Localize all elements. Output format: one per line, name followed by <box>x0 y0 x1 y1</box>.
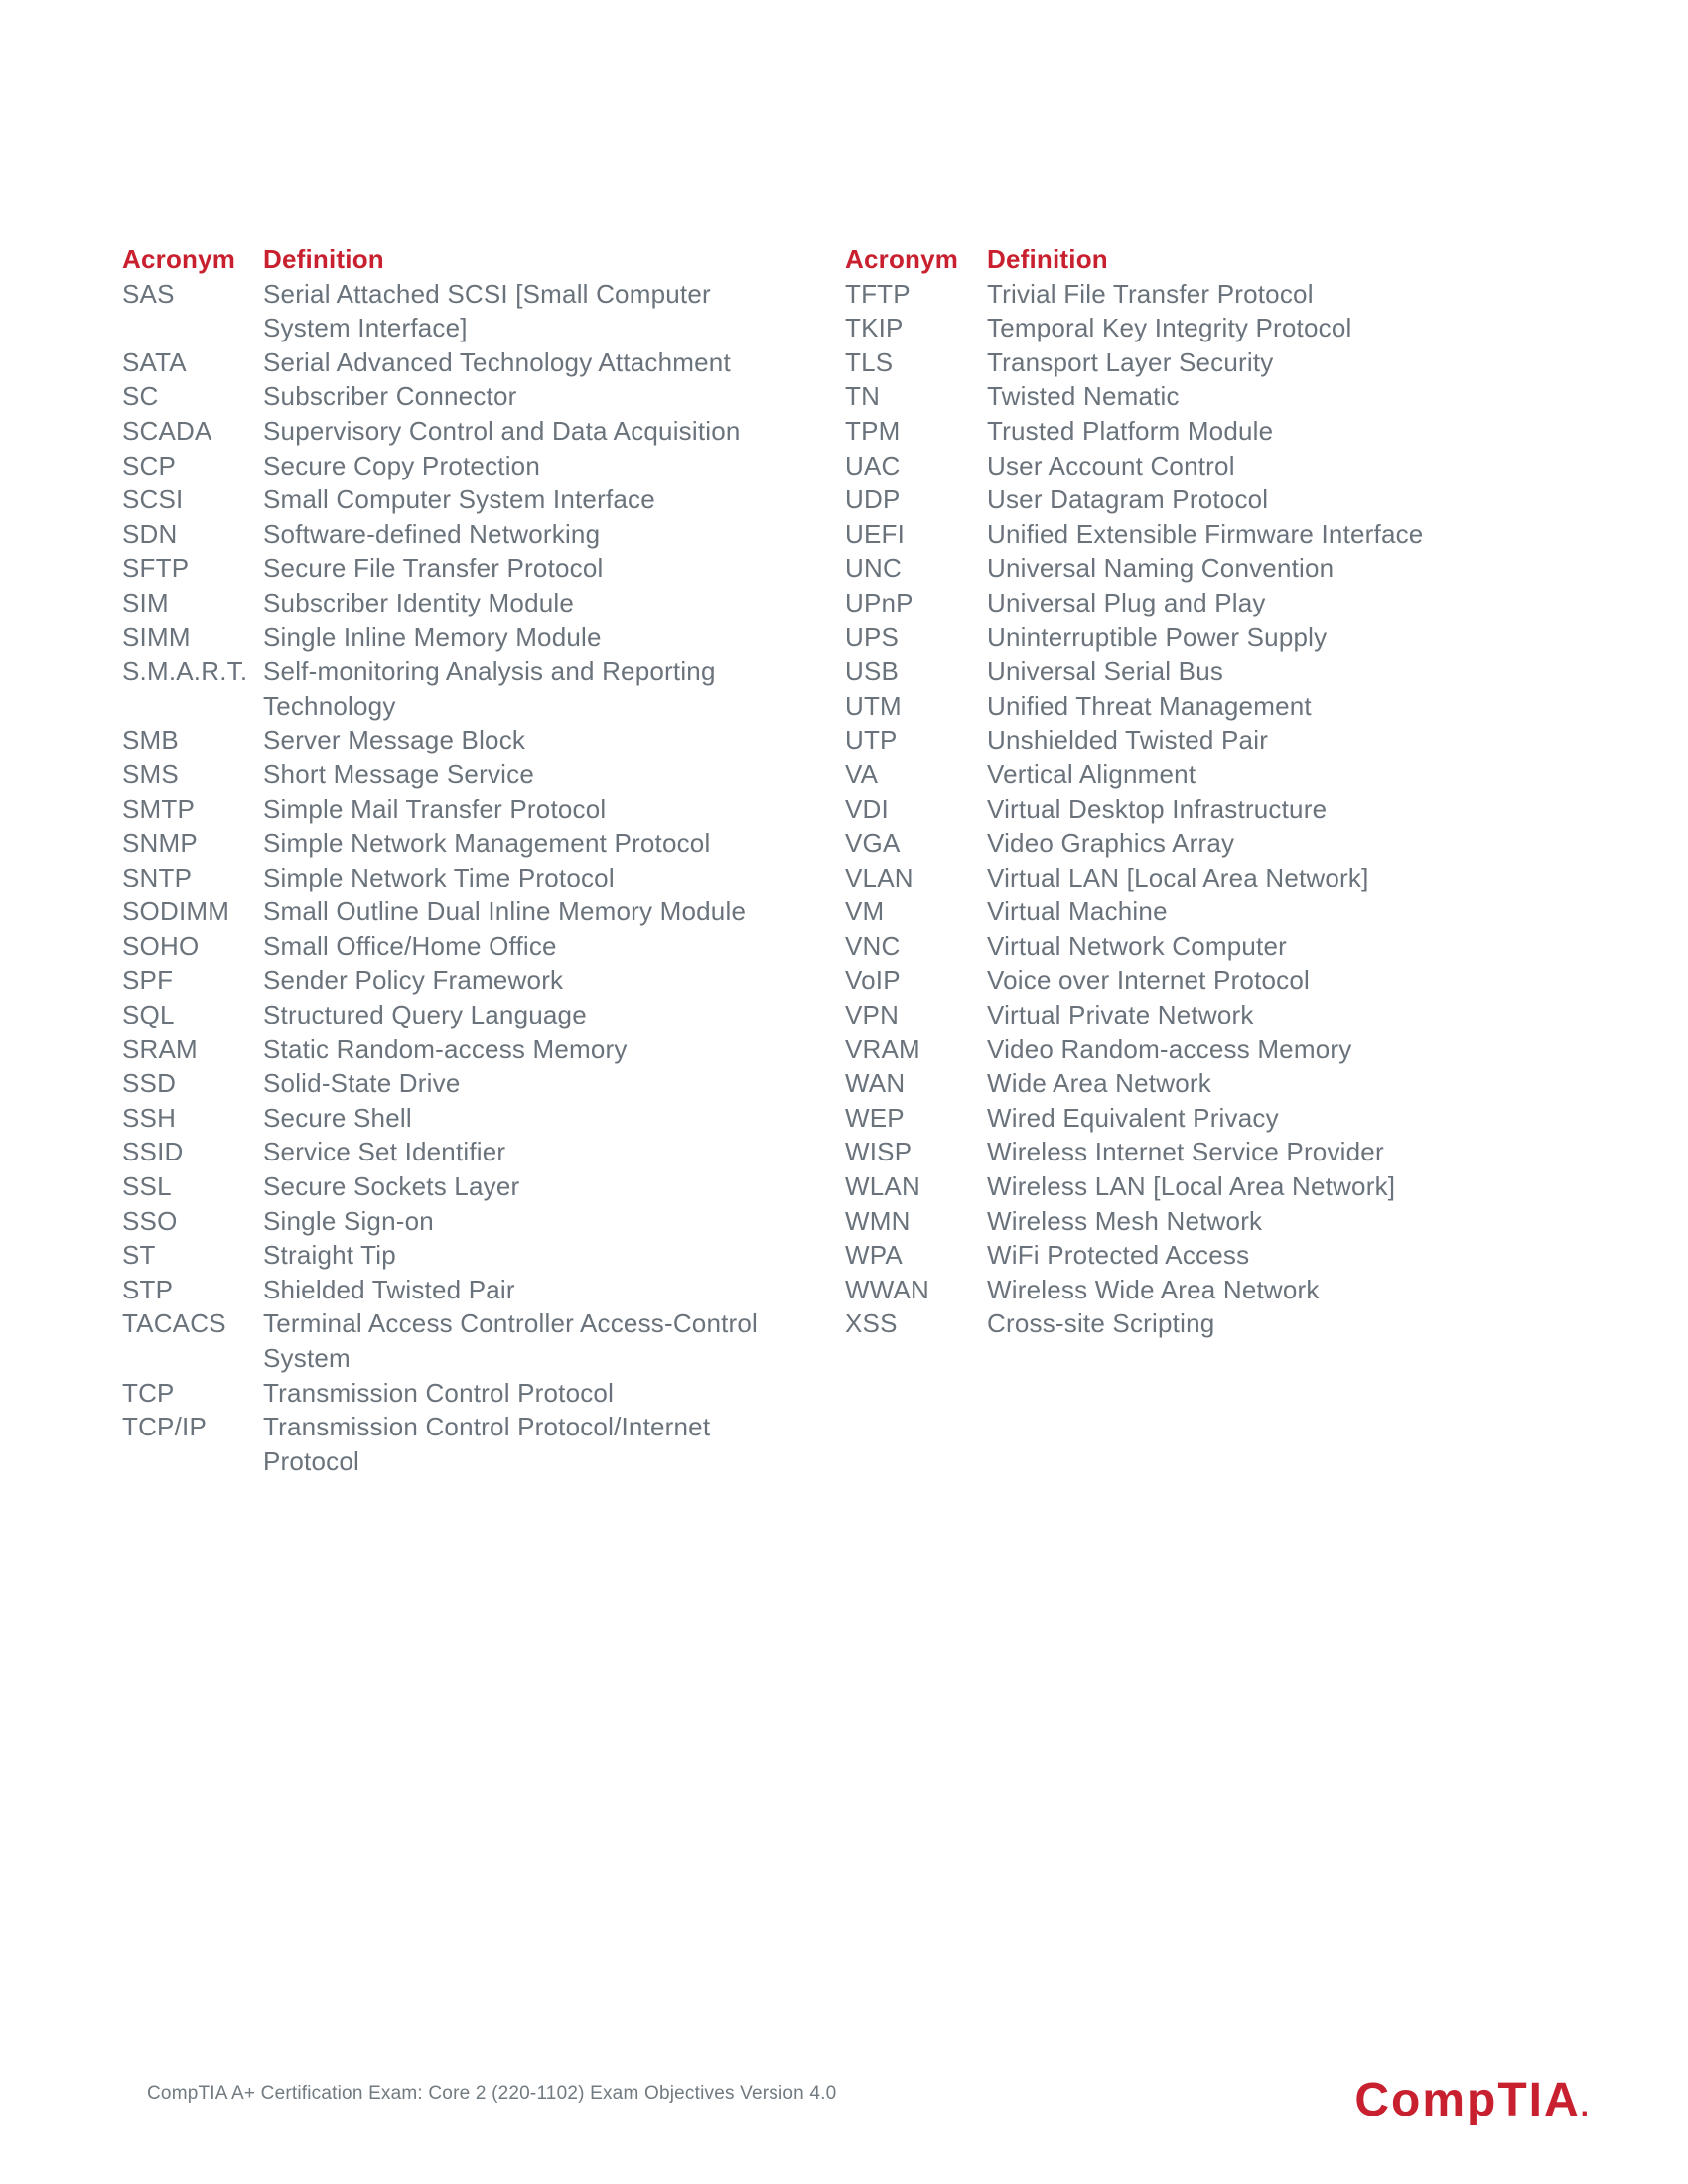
comptia-logo <box>1354 2074 1589 2130</box>
definition-cell: Virtual Desktop Infrastructure <box>987 793 1328 824</box>
acronym-cell: VNC <box>845 930 901 961</box>
acronym-row <box>845 757 1483 792</box>
acronym-cell: SODIMM <box>122 896 230 927</box>
acronym-row <box>122 1066 770 1101</box>
acronym-row <box>122 1135 770 1169</box>
acronym-cell: SOHO <box>122 930 200 961</box>
acronym-row <box>122 1376 770 1411</box>
definition-cell: Secure Copy Protection <box>263 450 540 480</box>
acronym-cell: SSL <box>122 1171 172 1202</box>
acronym-row <box>122 379 770 414</box>
acronym-row <box>122 1169 770 1204</box>
acronym-cell: WWAN <box>845 1274 930 1304</box>
definition-cell: Self-monitoring Analysis and Reporting Technology <box>263 656 716 721</box>
definition-cell: Simple Network Management Protocol <box>263 828 711 859</box>
acronym-row <box>122 277 770 345</box>
definition-cell: Cross-site Scripting <box>987 1308 1215 1339</box>
acronym-cell: UAC <box>845 450 901 480</box>
definition-cell: Wireless LAN [Local Area Network] <box>987 1171 1396 1202</box>
acronym-row <box>845 998 1483 1032</box>
definition-cell: Unified Extensible Firmware Interface <box>987 518 1424 549</box>
acronym-row <box>122 1306 770 1375</box>
acronym-row <box>845 517 1483 552</box>
definition-cell: Single Inline Memory Module <box>263 621 602 652</box>
footer-text: CompTIA A+ Certification Exam: Core 2 (220-1102) Exam Objectives Version 4.0 <box>147 2083 837 2104</box>
acronym-rows-left <box>122 277 770 1479</box>
acronym-table-right <box>845 242 1483 1341</box>
acronym-cell: S.M.A.R.T. <box>122 656 248 687</box>
acronym-row <box>845 1032 1483 1067</box>
definition-cell: Shielded Twisted Pair <box>263 1274 515 1304</box>
acronym-cell: SAS <box>122 278 175 309</box>
table-header-row <box>845 242 1483 277</box>
acronym-cell: WMN <box>845 1205 911 1236</box>
acronym-row <box>122 1101 770 1136</box>
acronym-row <box>845 723 1483 757</box>
acronym-cell: VRAM <box>845 1033 920 1064</box>
acronym-cell: WEP <box>845 1102 905 1133</box>
acronym-row <box>845 689 1483 724</box>
acronym-cell: WAN <box>845 1068 906 1099</box>
definition-cell: Wired Equivalent Privacy <box>987 1102 1279 1133</box>
acronym-cell: SSID <box>122 1137 184 1167</box>
acronym-row <box>845 551 1483 586</box>
acronym-row <box>122 963 770 998</box>
acronym-cell: VLAN <box>845 862 914 892</box>
acronym-table-left <box>122 242 770 1478</box>
acronym-cell: ST <box>122 1240 156 1271</box>
acronym-cell: SIM <box>122 587 169 617</box>
definition-cell: Voice over Internet Protocol <box>987 965 1311 996</box>
acronym-row <box>845 1066 1483 1101</box>
definition-cell: Virtual Machine <box>987 896 1168 927</box>
acronym-row <box>845 345 1483 380</box>
definition-cell: Virtual LAN [Local Area Network] <box>987 862 1369 892</box>
acronym-row <box>845 792 1483 827</box>
definition-cell: Supervisory Control and Data Acquisition <box>263 415 741 446</box>
acronym-cell: SMS <box>122 758 179 789</box>
acronym-cell: VDI <box>845 793 889 824</box>
acronym-row <box>845 1101 1483 1136</box>
definition-cell: Serial Attached SCSI [Small Computer System Interface] <box>263 278 711 343</box>
acronym-cell: SFTP <box>122 553 190 584</box>
definition-cell: Vertical Alignment <box>987 758 1196 789</box>
acronym-cell: SCADA <box>122 415 212 446</box>
definition-cell: Wide Area Network <box>987 1068 1211 1099</box>
acronym-cell: SDN <box>122 518 178 549</box>
comptia-logo-dot: . <box>1580 2090 1589 2122</box>
definition-cell: Transmission Control Protocol <box>263 1377 615 1408</box>
definition-cell: Wireless Wide Area Network <box>987 1274 1320 1304</box>
acronym-cell: USB <box>845 656 900 687</box>
acronym-row <box>845 1238 1483 1273</box>
acronym-row <box>845 379 1483 414</box>
definition-cell: User Datagram Protocol <box>987 484 1269 515</box>
definition-cell: Unified Threat Management <box>987 690 1312 721</box>
acronym-row <box>122 1410 770 1478</box>
definition-cell: Trivial File Transfer Protocol <box>987 278 1314 309</box>
acronym-row <box>122 1204 770 1239</box>
acronym-row <box>845 414 1483 449</box>
definition-cell: Simple Network Time Protocol <box>263 862 615 892</box>
definition-cell: Secure Sockets Layer <box>263 1171 520 1202</box>
definition-cell: Service Set Identifier <box>263 1137 506 1167</box>
definition-cell: Virtual Private Network <box>987 1000 1254 1030</box>
acronym-cell: UPS <box>845 621 900 652</box>
acronym-cell: SPF <box>122 965 174 996</box>
acronym-rows-right <box>845 277 1483 1341</box>
acronym-cell: TKIP <box>845 313 904 343</box>
table-header-row <box>122 242 770 277</box>
definition-cell: Software-defined Networking <box>263 518 601 549</box>
acronym-cell: SCP <box>122 450 177 480</box>
acronym-cell: VM <box>845 896 885 927</box>
definition-cell: Single Sign-on <box>263 1205 434 1236</box>
acronym-cell: WLAN <box>845 1171 920 1202</box>
acronym-cell: VPN <box>845 1000 900 1030</box>
acronym-row <box>122 792 770 827</box>
acronym-row <box>845 963 1483 998</box>
acronym-row <box>122 723 770 757</box>
definition-cell: Secure File Transfer Protocol <box>263 553 604 584</box>
acronym-row <box>122 517 770 552</box>
definition-cell: Video Graphics Array <box>987 828 1235 859</box>
acronym-row <box>122 414 770 449</box>
acronym-cell: UEFI <box>845 518 906 549</box>
acronym-row <box>845 586 1483 620</box>
acronym-cell: WPA <box>845 1240 903 1271</box>
acronym-row <box>122 894 770 929</box>
acronym-cell: TPM <box>845 415 901 446</box>
acronym-row <box>122 1238 770 1273</box>
definition-cell: Universal Plug and Play <box>987 587 1266 617</box>
acronym-row <box>122 551 770 586</box>
definition-cell: Static Random-access Memory <box>263 1033 628 1064</box>
acronym-cell: SNMP <box>122 828 198 859</box>
acronym-cell: SC <box>122 381 159 412</box>
acronym-cell: SSD <box>122 1068 177 1099</box>
acronym-row <box>122 998 770 1032</box>
acronym-cell: TLS <box>845 346 894 377</box>
acronym-cell: TCP <box>122 1377 175 1408</box>
definition-cell: Sender Policy Framework <box>263 965 564 996</box>
column-header-acronym: Acronym <box>845 244 959 274</box>
acronym-cell: TACACS <box>122 1308 226 1339</box>
column-header-definition: Definition <box>987 244 1108 274</box>
acronym-row <box>845 1273 1483 1307</box>
acronym-row <box>122 826 770 861</box>
acronym-row <box>122 861 770 895</box>
column-header-acronym: Acronym <box>122 244 236 274</box>
acronym-cell: SATA <box>122 346 187 377</box>
definition-cell: Temporal Key Integrity Protocol <box>987 313 1352 343</box>
acronym-cell: VA <box>845 758 879 789</box>
definition-cell: Simple Mail Transfer Protocol <box>263 793 607 824</box>
acronym-row <box>845 654 1483 689</box>
definition-cell: Trusted Platform Module <box>987 415 1274 446</box>
definition-cell: Small Office/Home Office <box>263 930 557 961</box>
acronym-cell: UPnP <box>845 587 914 617</box>
definition-cell: Universal Naming Convention <box>987 553 1335 584</box>
acronym-row <box>845 1204 1483 1239</box>
acronym-row <box>845 1135 1483 1169</box>
acronym-cell: SNTP <box>122 862 193 892</box>
acronym-row <box>845 277 1483 312</box>
acronym-row <box>122 1273 770 1307</box>
definition-cell: Structured Query Language <box>263 1000 587 1030</box>
definition-cell: User Account Control <box>987 450 1235 480</box>
acronym-row <box>845 929 1483 964</box>
acronym-row <box>845 894 1483 929</box>
acronym-row <box>845 449 1483 483</box>
acronym-cell: SMTP <box>122 793 196 824</box>
definition-cell: Transport Layer Security <box>987 346 1274 377</box>
definition-cell: Video Random-access Memory <box>987 1033 1352 1064</box>
acronym-cell: TN <box>845 381 881 412</box>
acronym-cell: UDP <box>845 484 901 515</box>
definition-cell: Solid-State Drive <box>263 1068 461 1099</box>
definition-cell: Universal Serial Bus <box>987 656 1224 687</box>
acronym-cell: UTP <box>845 725 898 755</box>
acronym-row <box>845 1169 1483 1204</box>
acronym-row <box>845 861 1483 895</box>
acronym-row <box>122 482 770 517</box>
acronym-row <box>845 620 1483 655</box>
acronym-cell: TFTP <box>845 278 911 309</box>
definition-cell: Unshielded Twisted Pair <box>987 725 1269 755</box>
definition-cell: Straight Tip <box>263 1240 396 1271</box>
acronym-cell: VoIP <box>845 965 901 996</box>
definition-cell: Small Computer System Interface <box>263 484 655 515</box>
acronym-row <box>122 1032 770 1067</box>
definition-cell: Server Message Block <box>263 725 526 755</box>
acronym-row <box>122 345 770 380</box>
acronym-row <box>845 482 1483 517</box>
acronym-row <box>845 1306 1483 1341</box>
definition-cell: Short Message Service <box>263 758 534 789</box>
acronym-row <box>845 826 1483 861</box>
acronym-row <box>122 757 770 792</box>
acronym-cell: SRAM <box>122 1033 198 1064</box>
acronym-row <box>122 620 770 655</box>
acronym-row <box>845 311 1483 345</box>
definition-cell: Twisted Nematic <box>987 381 1180 412</box>
definition-cell: Terminal Access Controller Access-Control System <box>263 1308 759 1373</box>
definition-cell: Wireless Internet Service Provider <box>987 1137 1384 1167</box>
acronym-cell: UNC <box>845 553 902 584</box>
definition-cell: Small Outline Dual Inline Memory Module <box>263 896 747 927</box>
definition-cell: Secure Shell <box>263 1102 412 1133</box>
definition-cell: Subscriber Connector <box>263 381 517 412</box>
acronym-cell: SIMM <box>122 621 191 652</box>
definition-cell: Transmission Control Protocol/Internet Protocol <box>263 1412 711 1476</box>
comptia-logo-wordmark: CompTIA <box>1354 2074 1581 2126</box>
acronym-cell: SCSI <box>122 484 184 515</box>
acronym-cell: WISP <box>845 1137 913 1167</box>
definition-cell: Serial Advanced Technology Attachment <box>263 346 731 377</box>
acronym-cell: STP <box>122 1274 174 1304</box>
acronym-cell: SQL <box>122 1000 175 1030</box>
acronym-row <box>122 929 770 964</box>
acronym-cell: TCP/IP <box>122 1412 207 1442</box>
definition-cell: WiFi Protected Access <box>987 1240 1250 1271</box>
column-header-definition: Definition <box>263 244 384 274</box>
acronym-cell: SSH <box>122 1102 177 1133</box>
acronym-row <box>122 654 770 723</box>
definition-cell: Subscriber Identity Module <box>263 587 575 617</box>
definition-cell: Uninterruptible Power Supply <box>987 621 1328 652</box>
definition-cell: Wireless Mesh Network <box>987 1205 1263 1236</box>
acronym-cell: UTM <box>845 690 902 721</box>
acronym-row <box>122 449 770 483</box>
acronym-cell: SSO <box>122 1205 178 1236</box>
definition-cell: Virtual Network Computer <box>987 930 1287 961</box>
acronym-cell: SMB <box>122 725 179 755</box>
acronym-row <box>122 586 770 620</box>
acronym-cell: VGA <box>845 828 901 859</box>
acronym-cell: XSS <box>845 1308 898 1339</box>
